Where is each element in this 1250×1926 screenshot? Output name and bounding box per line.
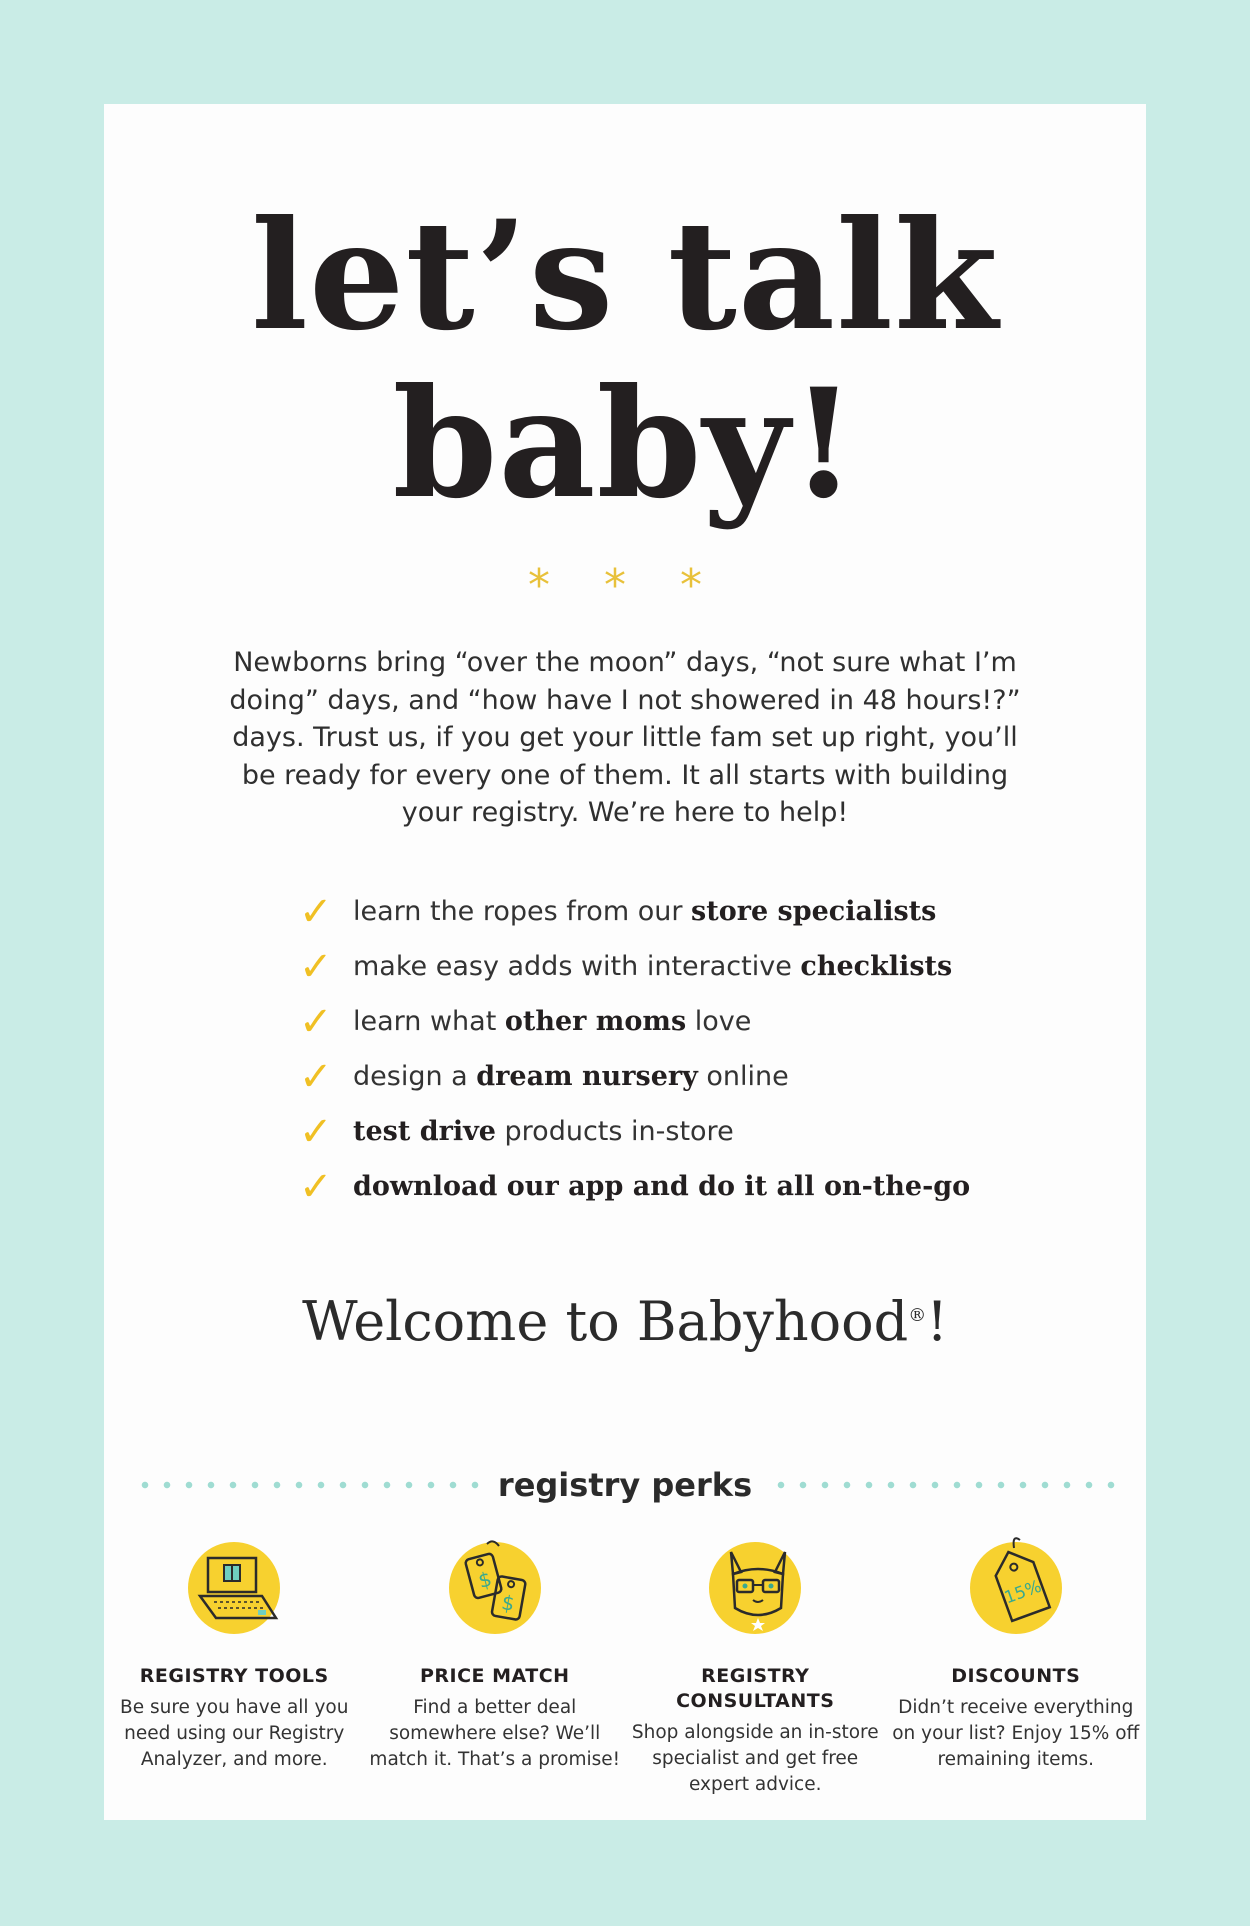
perk-title: REGISTRY TOOLS — [139, 1665, 329, 1687]
perk-title: REGISTRY CONSULTANTS — [676, 1665, 835, 1712]
headline-line-1: let’s talk — [251, 188, 999, 364]
checkmark-icon: ✓ — [299, 943, 333, 990]
perk-description: Find a better deal somewhere else? We’ll match it. That’s a promise! — [369, 1697, 621, 1770]
discount-tag-icon — [970, 1542, 1062, 1634]
decorative-stars: * * * — [528, 560, 722, 611]
perk-description: Shop alongside an in-store specialist and get free expert advice. — [631, 1722, 879, 1795]
perk-title: DISCOUNTS — [951, 1665, 1081, 1687]
headline — [104, 188, 1146, 532]
perks-header — [134, 1466, 1116, 1504]
checkmark-icon: ✓ — [299, 888, 333, 935]
checklist-item: ✓ design a dream nursery online — [299, 1053, 789, 1100]
checkmark-icon: ✓ — [299, 1163, 333, 1210]
perk-price-match — [365, 1542, 626, 1798]
feature-checklist — [299, 884, 1059, 1214]
perk-description: Be sure you have all you need using our Registry Analyzer, and more. — [120, 1697, 349, 1770]
perks-title: registry perks — [497, 1466, 753, 1504]
intro-paragraph: Newborns bring “over the moon” days, “not sure what I’m doing” days, and “how have I not showered in 48 hours!?” days. Trust us, if you get your little fam set up right, you’ll be ready for every one of them. It all starts with building your registry. We’re here to help! — [229, 647, 1021, 828]
svg-text:$: $ — [499, 1590, 517, 1616]
checkmark-icon: ✓ — [299, 1108, 333, 1155]
perk-registry-consultants — [625, 1542, 886, 1798]
perk-discounts — [886, 1542, 1147, 1798]
dotted-divider-right — [770, 1481, 1116, 1489]
perk-description: Didn’t receive everything on your list? Enjoy 15% off remaining items. — [892, 1697, 1140, 1770]
headline-line-2: baby! — [392, 356, 858, 532]
flyer-card — [104, 104, 1146, 1820]
checklist-item: ✓ learn what other moms love — [299, 998, 752, 1045]
cat-glasses-icon — [709, 1542, 801, 1634]
perk-registry-tools — [104, 1542, 365, 1798]
checkmark-icon: ✓ — [299, 998, 333, 1045]
discount-tag-text: 15% — [1001, 1576, 1045, 1609]
checklist-item: ✓ test drive products in-store — [299, 1108, 734, 1155]
registered-mark: ® — [908, 1305, 927, 1326]
checkmark-icon: ✓ — [299, 1053, 333, 1100]
perk-title: PRICE MATCH — [419, 1665, 570, 1687]
checklist-item: ✓ download our app and do it all on-the-go — [299, 1163, 971, 1210]
welcome-line: Welcome to Babyhood®! — [302, 1290, 948, 1353]
checklist-item: ✓ make easy adds with interactive checklists — [299, 943, 953, 990]
dotted-divider-left — [134, 1481, 480, 1489]
laptop-gift-icon — [188, 1542, 280, 1634]
perks-row — [104, 1542, 1146, 1798]
checklist-item: ✓ learn the ropes from our store specialists — [299, 888, 937, 935]
svg-text:$: $ — [475, 1566, 494, 1593]
price-tags-icon — [449, 1542, 541, 1634]
